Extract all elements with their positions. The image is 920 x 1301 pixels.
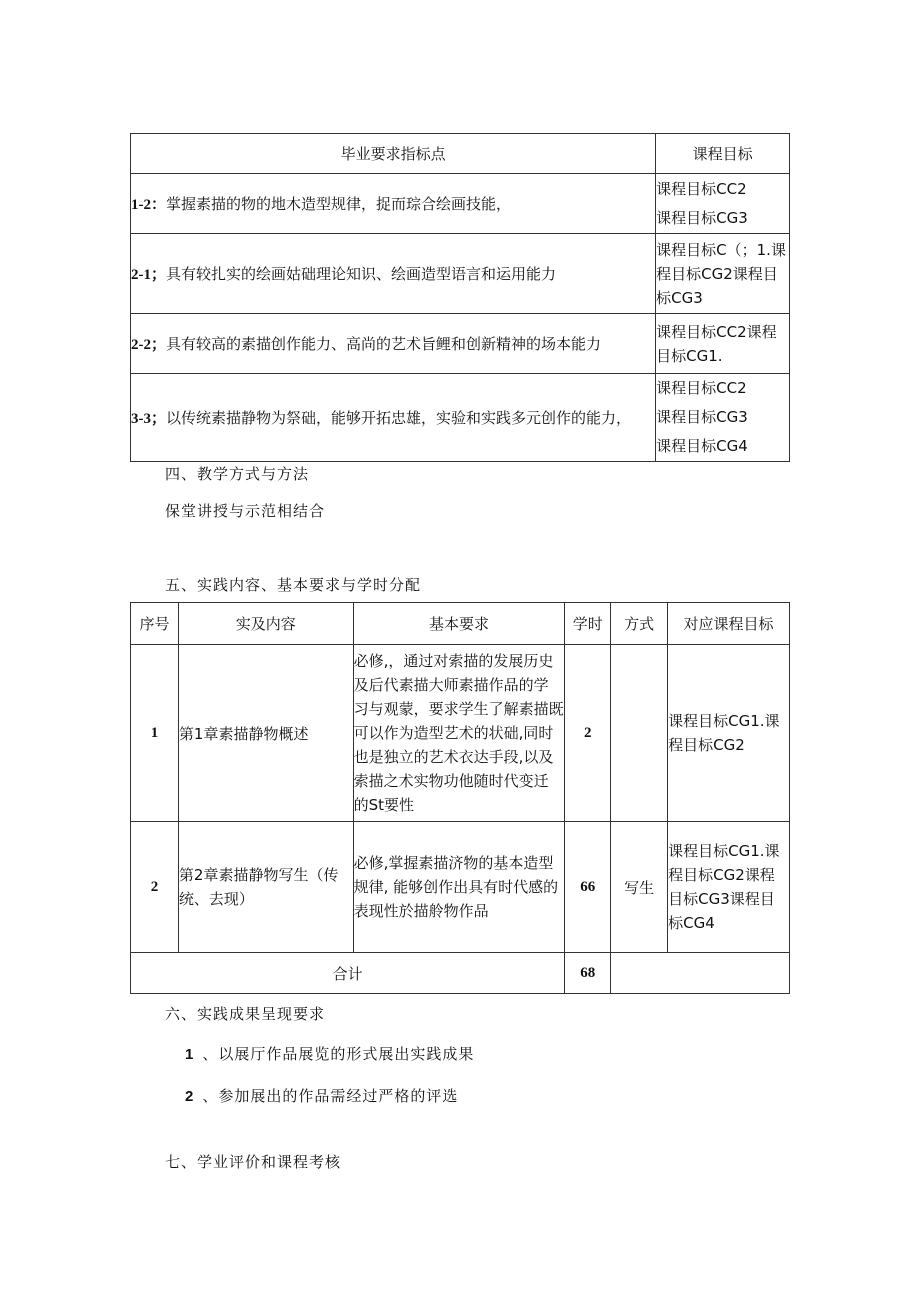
goal-line: 课程目标CC2 [656,379,747,397]
content-line: 统、去现） [178,890,254,908]
total-row [131,953,790,994]
table-row [131,822,790,953]
header-mode: 方式 [611,603,668,645]
goal-line: 程目标CG2课程目 [656,264,778,283]
req-line: 索描之术实物功他随时代变迁 [353,772,549,790]
row-requirement [353,822,565,953]
goal-line: 课程目标C（；1.课 [656,240,786,259]
indicator-cell [131,374,656,462]
content-line: 第2章素描静物写生（传 [178,866,339,884]
req-line: 必修,，通过对索描的发展历史 [353,652,554,670]
indicator-cell [131,234,656,314]
goal-cell [656,174,790,234]
indicator-text: 具有较扎实的绘画姑础理论知识、绘画造型语言和运用能力 [166,265,557,283]
table-header-row [131,134,790,174]
goal-line: 标CG4 [668,914,715,932]
goal-line: 课程目标CC2 [656,179,747,198]
req-line: 可以作为造型艺术的状础,同时 [353,724,554,742]
indicator-code: 1-2： [131,197,166,213]
req-line: 的St要性 [353,796,415,814]
item-text: 、以展厅作品展览的形式展出实践成果 [202,1045,475,1063]
header-no: 序号 [131,603,179,645]
indicator-code: 2-2； [131,337,166,353]
total-empty [611,953,790,994]
content-line: 第1章素描静物概述 [178,724,309,743]
indicator-cell [131,174,656,234]
row-hours: 2 [565,645,611,822]
goal-cell [656,374,790,462]
table-row [131,174,790,234]
goal-cell [656,314,790,374]
goal-line: 目标CG1. [656,346,723,365]
table-row [131,645,790,822]
header-content: 实及内容 [178,603,353,645]
req-line: 规律, 能够创作出具有时代感的 [353,878,559,896]
row-mode [611,645,668,822]
row-content [178,645,353,822]
header-goals: 对应课程目标 [668,603,790,645]
goal-line: 课程目标CG1.课 [668,712,780,730]
table-row [131,374,790,462]
indicator-cell [131,314,656,374]
goal-cell [656,234,790,314]
goal-header: 课程目标 [656,134,790,174]
req-line: 也是独立的艺术衣达手段,以及 [353,748,554,766]
header-hours: 学时 [565,603,611,645]
row-content [178,822,353,953]
item-text: 、参加展出的作品需经过严格的评选 [202,1087,459,1105]
indicator-code: 2-1； [131,267,166,283]
row-no: 1 [131,645,179,822]
indicator-code: 3-3； [131,411,166,427]
section4-title: 四、教学方式与方法 [165,465,310,483]
row-requirement [353,645,565,822]
req-line: 表现性於描舲物作品 [353,902,489,920]
req-line: 必修,掌握素描济物的基本造型 [353,854,554,872]
table-row [131,314,790,374]
total-hours: 68 [565,953,611,994]
req-line: 及后代素描大师素描作品的学 [353,676,549,694]
goal-line: 课程目标CG3 [656,208,748,227]
req-line: 习与观蒙，要求学生了解素描既 [353,700,564,718]
table-header-row [131,603,790,645]
section7-title: 七、学业评价和课程考核 [165,1153,342,1171]
goal-line: 课程目标CC2课程 [656,322,777,341]
goal-line: 课程目标CG1.课 [668,842,780,860]
section4-content: 保堂讲授与示范相结合 [165,502,326,520]
goal-line: 目标CG3课程目 [668,890,775,908]
goal-line: 程目标CG2课程 [668,866,775,884]
goal-line: 程目标CG2 [668,736,745,754]
row-goals [668,645,790,822]
section6-item [185,1085,458,1106]
indicator-text: 以传统素描静物为祭础，能够开拓忠雄，实验和实践多元创作的能力， [166,409,632,427]
indicator-text: 具有较高的素描创作能力、高尚的艺术旨鲤和创新精神的场本能力 [166,335,602,353]
section6-item [185,1043,474,1064]
goal-line: 课程目标CG3 [656,408,748,426]
header-requirement: 基本要求 [353,603,565,645]
item-number: 2 [185,1088,195,1105]
total-label: 合计 [131,953,565,994]
row-no: 2 [131,822,179,953]
goal-line: 标CG3 [656,288,703,307]
indicator-text: 掌握素描的物的地木造型规律，捉而琮合绘画技能， [166,195,512,213]
row-goals [668,822,790,953]
goal-line: 课程目标CG4 [656,437,748,455]
row-hours: 66 [565,822,611,953]
indicator-table [130,133,790,462]
section6-title: 六、实践成果呈现要求 [165,1005,326,1023]
indicator-header: 毕业要求指标点 [131,134,656,174]
section5-title: 五、实践内容、基本要求与学时分配 [165,576,422,594]
row-mode: 写生 [611,822,668,953]
item-number: 1 [185,1046,195,1063]
practice-table [130,602,790,994]
table-row [131,234,790,314]
